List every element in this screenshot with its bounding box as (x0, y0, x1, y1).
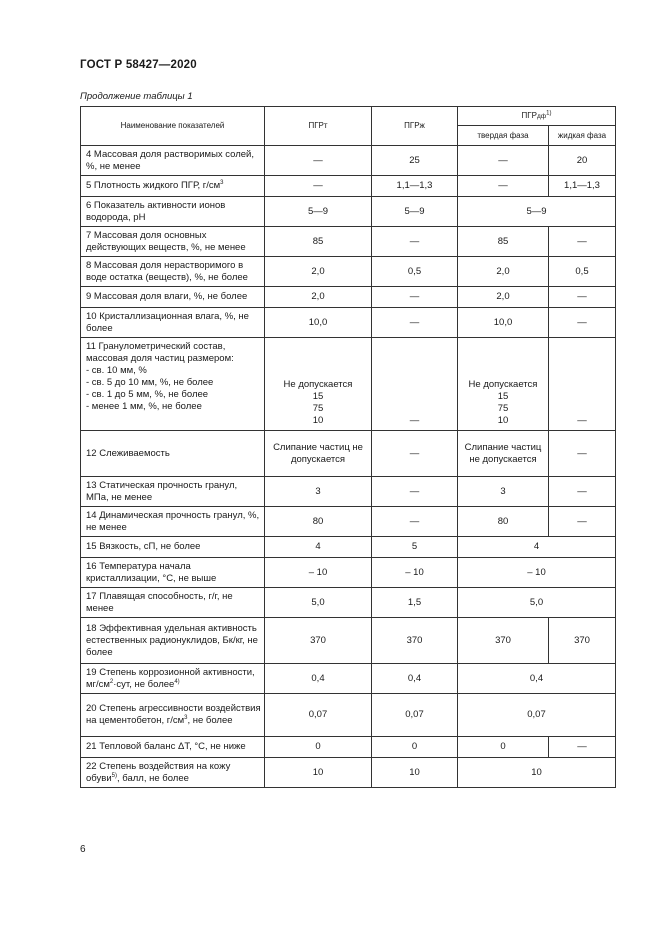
table-row (81, 227, 616, 257)
value-liquid: 20 (549, 146, 616, 176)
indicators-table (80, 106, 616, 788)
value-pgrzh: — (372, 308, 458, 338)
indicator-name: 8 Массовая доля нерастворимого в воде остатка (веществ), %, не более (81, 257, 265, 287)
indicator-name: 13 Статическая прочность гранул, МПа, не менее (81, 477, 265, 507)
granulometry-heading: 11 Гранулометрический состав, массовая доля частиц размером: (86, 341, 234, 364)
table-row (81, 618, 616, 664)
value-pgrzh: — (372, 431, 458, 477)
value-liquid: — (549, 477, 616, 507)
table-row (81, 146, 616, 176)
table-row (81, 308, 616, 338)
footnote-mark: 5) (111, 772, 117, 779)
table-row (81, 197, 616, 227)
header-pgrdf (458, 107, 616, 126)
value-pgrt: 85 (265, 227, 372, 257)
value-pgrdf: 5—9 (458, 197, 616, 227)
table-row (81, 257, 616, 287)
value-pgrzh: 0,5 (372, 257, 458, 287)
value-pgrt: 0,4 (265, 664, 372, 694)
indicator-name (81, 176, 265, 197)
value-line: 15 (312, 391, 324, 402)
value-line: 75 (497, 403, 509, 414)
value-pgrzh: 0,07 (372, 694, 458, 737)
table-row (81, 537, 616, 558)
indicator-name-text: 20 Степень агрессивности воздействия на цементобетон, г/см (86, 703, 261, 726)
value-solid: — (458, 176, 549, 197)
value-pgrzh: — (372, 507, 458, 537)
indicator-name: 14 Динамическая прочность гранул, %, не менее (81, 507, 265, 537)
value-pgrzh: – 10 (372, 558, 458, 588)
value-pgrzh: 25 (372, 146, 458, 176)
value-pgrt (265, 338, 372, 431)
value-pgrt: 4 (265, 537, 372, 558)
value-liquid: — (549, 431, 616, 477)
table-row (81, 431, 616, 477)
granulometry-item: - менее 1 мм, %, не более (86, 401, 202, 412)
header-pgrdf-label: ПГР (521, 110, 537, 120)
value-pgrt: 5—9 (265, 197, 372, 227)
value-solid: 3 (458, 477, 549, 507)
document-standard-number: ГОСТ Р 58427—2020 (80, 59, 197, 71)
granulometry-item: - св. 10 мм, % (86, 365, 147, 376)
table-row (81, 558, 616, 588)
value-solid: 10,0 (458, 308, 549, 338)
indicator-name-text: 19 Степень коррозионной активности, мг/см (86, 666, 255, 690)
value-liquid: — (549, 227, 616, 257)
value-pgrzh: 5 (372, 537, 458, 558)
value-pgrzh: 5—9 (372, 197, 458, 227)
value-pgrt: 10,0 (265, 308, 372, 338)
value-pgrzh: 370 (372, 618, 458, 664)
table-row (81, 507, 616, 537)
value-pgrdf: 0,4 (458, 664, 616, 694)
value-pgrzh: 10 (372, 758, 458, 788)
value-liquid: — (549, 338, 616, 431)
indicator-name: 4 Массовая доля растворимых солей, %, не менее (81, 146, 265, 176)
value-pgrt: 3 (265, 477, 372, 507)
value-pgrzh: 1,5 (372, 588, 458, 618)
value-pgrzh: 0,4 (372, 664, 458, 694)
value-liquid: — (549, 507, 616, 537)
indicator-name-text: , не более (187, 715, 233, 726)
value-solid: 0 (458, 737, 549, 758)
header-indicator-name: Наименование показателей (81, 107, 265, 146)
value-pgrt: 2,0 (265, 287, 372, 308)
value-solid: — (458, 146, 549, 176)
value-pgrt: 5,0 (265, 588, 372, 618)
indicator-name: 10 Кристаллизационная влага, %, не более (81, 308, 265, 338)
value-liquid: — (549, 737, 616, 758)
value-liquid: 1,1—1,3 (549, 176, 616, 197)
value-line: Не допускается (283, 379, 353, 390)
header-pgrt: ПГРт (265, 107, 372, 146)
value-pgrt: 370 (265, 618, 372, 664)
table-row (81, 737, 616, 758)
value-pgrt: 0 (265, 737, 372, 758)
value-pgrt: — (265, 146, 372, 176)
indicator-name (81, 694, 265, 737)
value-pgrt: – 10 (265, 558, 372, 588)
value-pgrdf: 0,07 (458, 694, 616, 737)
indicator-name (81, 664, 265, 694)
indicator-name (81, 758, 265, 788)
page-number: 6 (80, 844, 86, 855)
indicator-name (81, 338, 265, 431)
value-line: 10 (312, 415, 324, 426)
value-pgrzh: — (372, 338, 458, 431)
value-pgrt: 2,0 (265, 257, 372, 287)
table-row (81, 477, 616, 507)
table-row (81, 176, 616, 197)
value-pgrzh: — (372, 477, 458, 507)
indicator-name: 21 Тепловой баланс ΔТ, °С, не ниже (81, 737, 265, 758)
header-solid-phase: твердая фаза (458, 126, 549, 146)
table-row (81, 588, 616, 618)
indicator-name-text: 5 Плотность жидкого ПГР, г/см (86, 180, 221, 191)
indicator-name: 15 Вязкость, сП, не более (81, 537, 265, 558)
header-pgrdf-footnote: 1) (546, 109, 552, 116)
value-solid: 370 (458, 618, 549, 664)
value-line: 10 (497, 415, 509, 426)
superscript: 3 (184, 714, 188, 721)
indicator-name: 18 Эффективная удельная активность естественных радионуклидов, Бк/кг, не более (81, 618, 265, 664)
value-line: 75 (312, 403, 324, 414)
value-liquid: 0,5 (549, 257, 616, 287)
table-row (81, 287, 616, 308)
value-solid: 85 (458, 227, 549, 257)
indicator-name: 9 Массовая доля влаги, %, не более (81, 287, 265, 308)
indicator-name-text: 22 Степень воздействия на кожу обуви (86, 760, 231, 784)
table-row (81, 758, 616, 788)
value-pgrdf: 4 (458, 537, 616, 558)
value-pgrdf: 10 (458, 758, 616, 788)
value-solid: 2,0 (458, 257, 549, 287)
value-pgrt: 80 (265, 507, 372, 537)
table-row (81, 338, 616, 431)
value-pgrzh: 1,1—1,3 (372, 176, 458, 197)
superscript: 3 (220, 179, 224, 186)
value-pgrt: — (265, 176, 372, 197)
indicator-name: 7 Массовая доля основных действующих веществ, %, не менее (81, 227, 265, 257)
header-pgrdf-subscript: дф (536, 112, 547, 120)
table-row (81, 664, 616, 694)
superscript: 2 (109, 678, 114, 685)
value-pgrt: Слипание частиц не допускается (265, 431, 372, 477)
indicator-name: 6 Показатель активности ионов водорода, рН (81, 197, 265, 227)
value-solid: 2,0 (458, 287, 549, 308)
value-solid: 80 (458, 507, 549, 537)
value-solid (458, 338, 549, 431)
value-pgrzh: 0 (372, 737, 458, 758)
value-liquid: — (549, 308, 616, 338)
indicator-name-text: , балл, не более (116, 772, 189, 784)
value-pgrt: 0,07 (265, 694, 372, 737)
value-liquid: 370 (549, 618, 616, 664)
value-pgrdf: – 10 (458, 558, 616, 588)
indicator-name: 17 Плавящая способность, г/г, не менее (81, 588, 265, 618)
indicator-name: 12 Слеживаемость (81, 431, 265, 477)
value-solid: Слипание частиц не допускается (458, 431, 549, 477)
value-pgrdf: 5,0 (458, 588, 616, 618)
granulometry-item: - св. 1 до 5 мм, %, не более (86, 389, 209, 400)
table-continuation-caption: Продолжение таблицы 1 (80, 91, 193, 102)
value-pgrzh: — (372, 287, 458, 308)
header-pgrzh: ПГРж (372, 107, 458, 146)
footnote-mark: 4) (174, 678, 180, 685)
value-pgrzh: — (372, 227, 458, 257)
indicator-name: 16 Температура начала кристаллизации, °С, не выше (81, 558, 265, 588)
header-liquid-phase: жидкая фаза (549, 126, 616, 146)
value-line: Не допускается (468, 379, 538, 390)
value-liquid: — (549, 287, 616, 308)
table-row (81, 694, 616, 737)
value-line: 15 (497, 391, 509, 402)
indicator-name-text: ·сут, не более (113, 678, 175, 690)
granulometry-item: - св. 5 до 10 мм, %, не более (86, 377, 214, 388)
value-pgrt: 10 (265, 758, 372, 788)
